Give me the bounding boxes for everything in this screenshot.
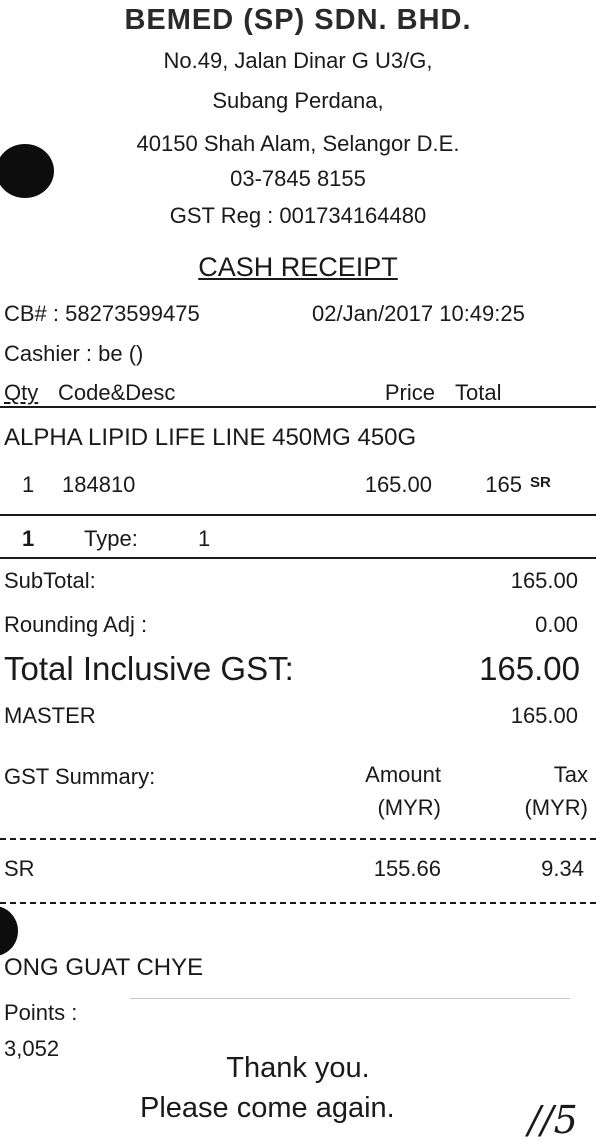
- come-again: Please come again.: [140, 1092, 395, 1124]
- gst-amount-unit: (MYR): [377, 795, 441, 820]
- item-code: 184810: [62, 472, 136, 497]
- col-code-desc: Code&Desc: [58, 380, 176, 405]
- member-name: ONG GUAT CHYE: [4, 954, 204, 981]
- gst-code: SR: [4, 856, 35, 881]
- receipt-title: CASH RECEIPT: [198, 252, 398, 282]
- cb-number: CB# : 58273599475: [4, 301, 200, 326]
- gst-amount: 155.66: [373, 856, 441, 881]
- punch-hole-bottom: [0, 906, 18, 956]
- col-total: Total: [455, 380, 502, 405]
- item-rule: [0, 514, 596, 516]
- gst-amount-header: Amount: [365, 762, 441, 787]
- store-address-3: 40150 Shah Alam, Selangor D.E.: [136, 131, 460, 156]
- gst-registration: GST Reg : 001734164480: [169, 203, 427, 228]
- subtotal-label: SubTotal:: [4, 568, 96, 593]
- type-label: Type:: [84, 526, 138, 551]
- subtotal-value: 165.00: [510, 568, 578, 593]
- points-label: Points :: [4, 1000, 78, 1025]
- handwritten-mark: //5: [528, 1098, 578, 1142]
- item-price: 165.00: [364, 472, 432, 497]
- gst-divider-top: [0, 838, 596, 840]
- col-qty: Qty: [4, 380, 39, 405]
- item-total: 165: [485, 472, 522, 497]
- item-qty: 1: [22, 472, 35, 497]
- total-label: Total Inclusive GST:: [4, 650, 294, 687]
- store-address-1: No.49, Jalan Dinar G U3/G,: [163, 48, 433, 73]
- gst-divider-bottom: [0, 902, 596, 904]
- payment-method: MASTER: [4, 703, 96, 728]
- count-rule: [0, 557, 596, 559]
- store-address-2: Subang Perdana,: [212, 88, 384, 113]
- type-value: 1: [198, 526, 211, 551]
- header-rule: [0, 406, 596, 408]
- gst-summary-label: GST Summary:: [4, 764, 156, 789]
- thank-you: Thank you.: [226, 1052, 370, 1084]
- gst-tax-header: Tax: [553, 762, 588, 787]
- cashier: Cashier : be (): [4, 341, 144, 366]
- total-value: 165.00: [479, 650, 580, 687]
- rounding-label: Rounding Adj :: [4, 612, 148, 637]
- col-price: Price: [384, 380, 435, 405]
- rounding-value: 0.00: [535, 612, 578, 637]
- store-phone: 03-7845 8155: [230, 166, 366, 191]
- receipt-datetime: 02/Jan/2017 10:49:25: [312, 301, 525, 326]
- item-description: ALPHA LIPID LIFE LINE 450MG 450G: [4, 424, 417, 451]
- gst-tax: 9.34: [541, 856, 584, 881]
- gst-tax-unit: (MYR): [524, 795, 588, 820]
- faint-line: [130, 998, 570, 999]
- item-tax-code: SR: [530, 474, 551, 491]
- store-name: BEMED (SP) SDN. BHD.: [124, 4, 472, 36]
- payment-amount: 165.00: [510, 703, 578, 728]
- item-count: 1: [22, 526, 35, 551]
- points-value: 3,052: [4, 1036, 60, 1061]
